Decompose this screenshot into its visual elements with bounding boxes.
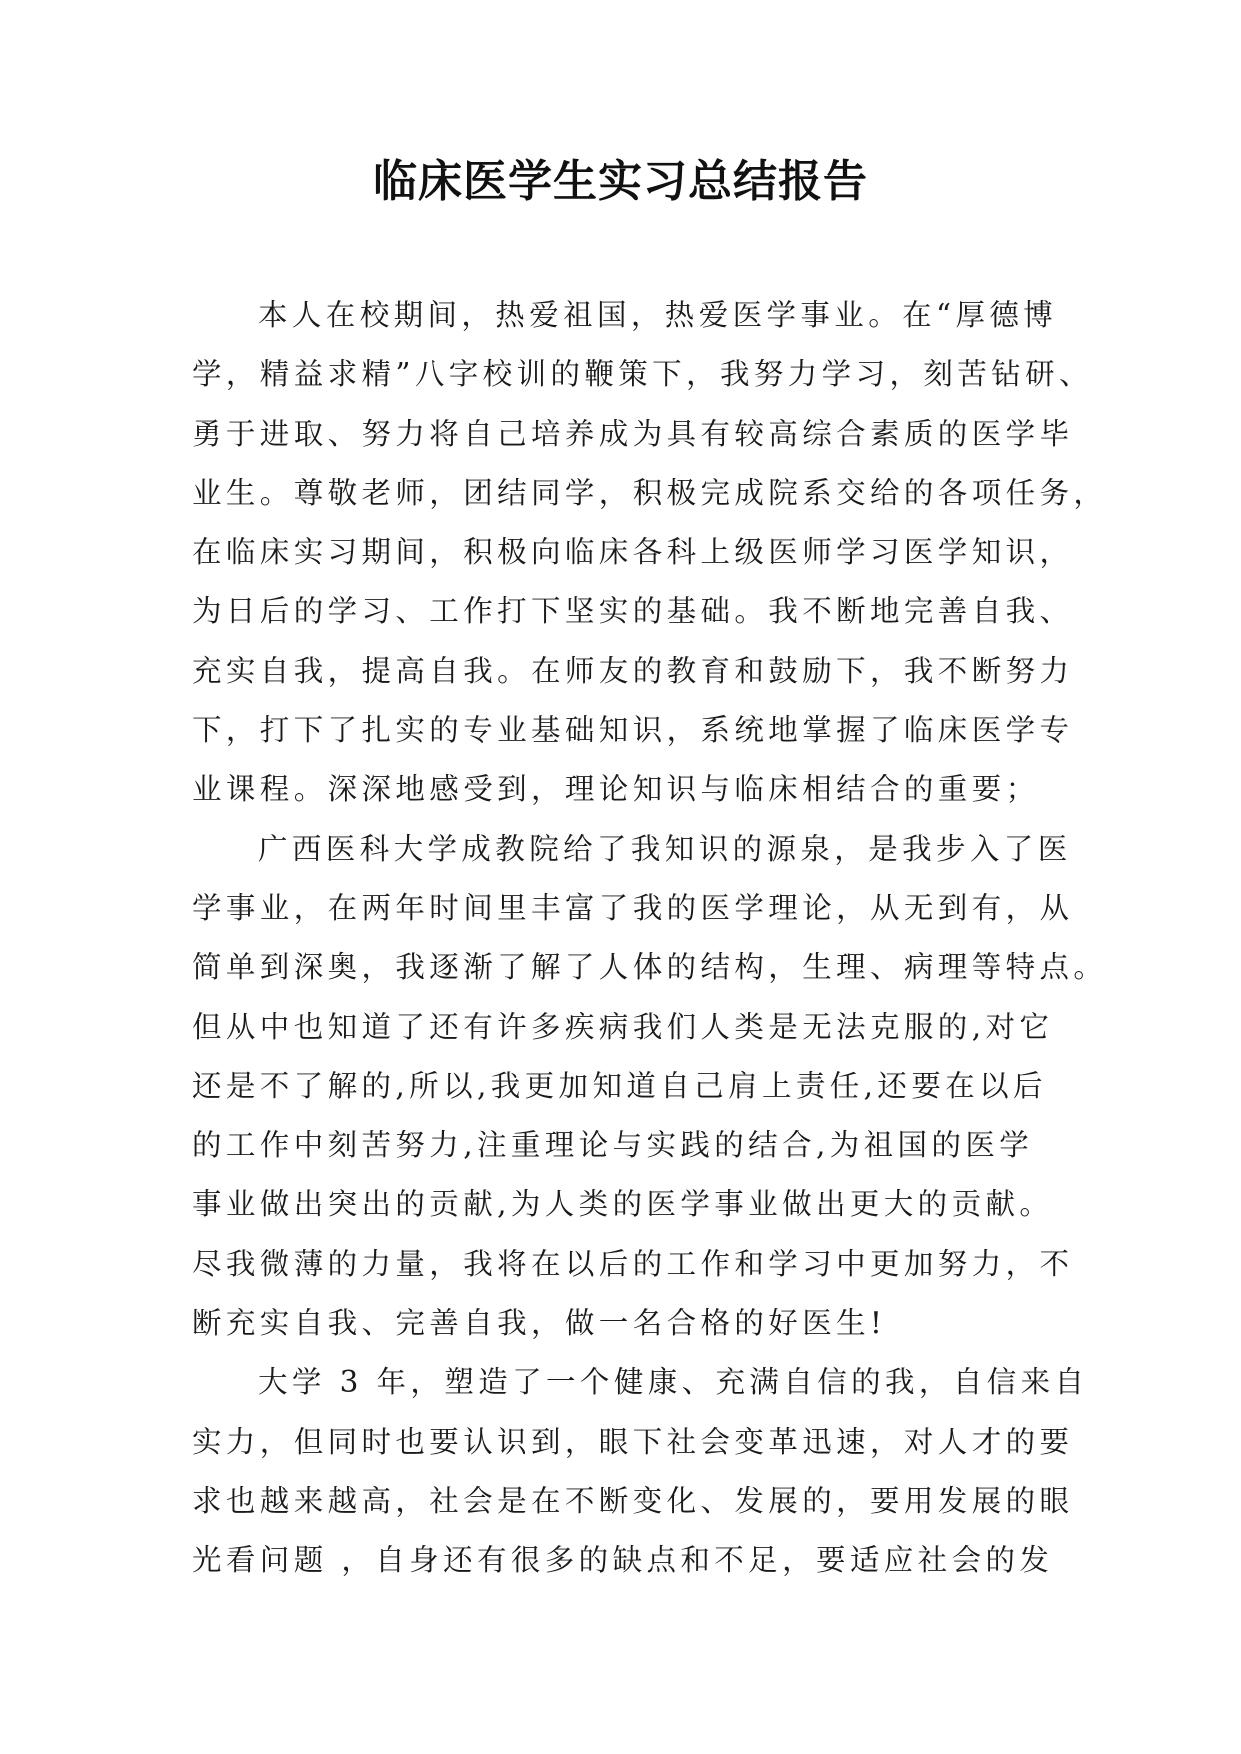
body-line: 充实自我，提高自我。在师友的教育和鼓励下，我不断努力 [192, 653, 1074, 688]
body-line: 在临床实习期间，积极向临床各科上级医师学习医学知识， [192, 535, 1074, 570]
body-line: 本人在校期间，热爱祖国，热爱医学事业。在“厚德博 [258, 298, 1058, 332]
body-line: 尽我微薄的力量，我将在以后的工作和学习中更加努力，不 [192, 1246, 1074, 1281]
page-title: 临床医学生实习总结报告 [373, 156, 868, 207]
body-line: 勇于进取、努力将自己培养成为具有较高综合素质的医学毕 [192, 416, 1074, 451]
body-line: 下，打下了扎实的专业基础知识，系统地掌握了临床医学专 [192, 713, 1074, 748]
body-line: 的工作中刻苦努力,注重理论与实践的结合,为祖国的医学 [192, 1128, 1034, 1163]
body-line: 简单到深奥，我逐渐了解了人体的结构，生理、病理等特点。 [192, 950, 1108, 985]
body-line: 为日后的学习、工作打下坚实的基础。我不断地完善自我、 [192, 594, 1074, 629]
body-line: 学，精益求精”八字校训的鞭策下，我努力学习，刻苦钻研、 [192, 357, 1093, 392]
body-line: 学事业，在两年时间里丰富了我的医学理论，从无到有，从 [192, 890, 1074, 925]
body-line: 光看问题 ，自身还有很多的缺点和不足，要适应社会的发 [192, 1543, 1054, 1578]
body-line: 但从中也知道了还有许多疾病我们人类是无法克服的,对它 [192, 1009, 1054, 1044]
body-line: 还是不了解的,所以,我更加知道自己肩上责任,还要在以后 [192, 1068, 1047, 1103]
body-line: 断充实自我、完善自我，做一名合格的好医生! [192, 1306, 887, 1341]
body-line: 事业做出突出的贡献,为人类的医学事业做出更大的贡献。 [192, 1187, 1054, 1222]
document-body [192, 286, 1108, 1591]
body-line: 业课程。深深地感受到，理论知识与临床相结合的重要； [192, 772, 1040, 807]
body-line: 业生。尊敬老师，团结同学，积极完成院系交给的各项任务， [192, 475, 1108, 510]
body-line: 广西医科大学成教院给了我知识的源泉，是我步入了医 [258, 831, 1072, 866]
body-line: 实力，但同时也要认识到，眼下社会变革迅速，对人才的要 [192, 1424, 1074, 1459]
body-line: 大学 3 年，塑造了一个健康、充满自信的我，自信来自 [258, 1365, 1089, 1400]
body-line: 求也越来越高，社会是在不断变化、发展的，要用发展的眼 [192, 1483, 1074, 1518]
